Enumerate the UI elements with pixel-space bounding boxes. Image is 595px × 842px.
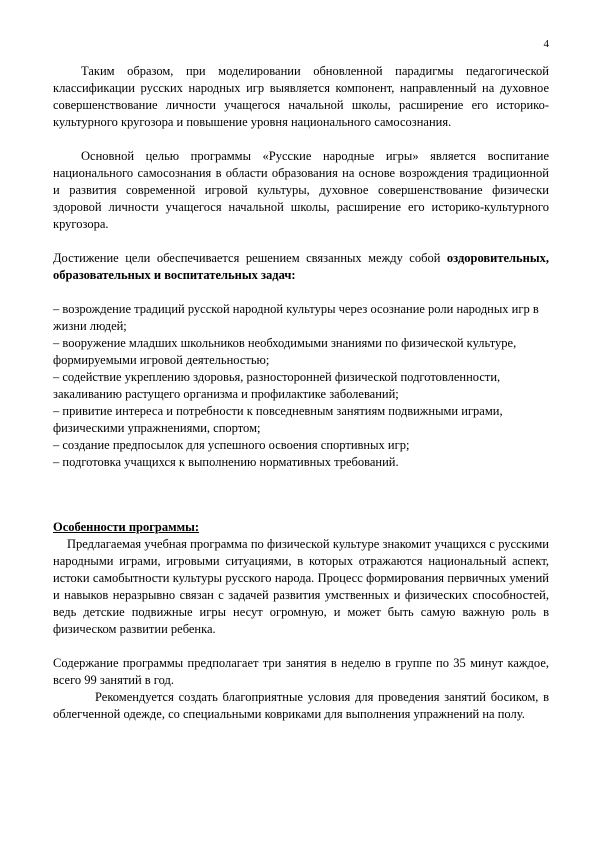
list-item: – вооружение младших школьников необходимыми знаниями по физической культуре, формируемыми игровой деятельностью;: [53, 336, 517, 367]
paragraph-features: Предлагаемая учебная программа по физической культуре знакомит учащихся с русскими народными играми, игровыми ситуациями, в которых отражаются национальный аспект, истоки самобытности культуры русского народа. Процесс формирования первичных умений и навыков неразрывно связан с задачей развития умственных и физических способностей, ведь детские подвижные игры несут огромную, и может быть самую важную роль в физическом развитии ребенка.: [53, 537, 549, 636]
page-number: 4: [543, 38, 549, 50]
list-item: – привитие интереса и потребности к повседневным занятиям подвижными играми, физическими упражнениями, спортом;: [53, 404, 503, 435]
paragraph-program-goal: Основной целью программы «Русские народные игры» является воспитание национального самосознания в области образования на основе возрождения традиционной и развития современной игровой культуры, духовное совершенствование физически здоровой личности учащегося начальной школы, расширение его историко-культурного кругозора.: [53, 149, 549, 231]
achievement-tasks-heading: оздоровительных, образовательных и воспитательных задач:: [53, 251, 550, 282]
paragraph-pedagogical-classification: Таким образом, при моделировании обновленной парадигмы педагогической классификации русских народных игр выявляется компонент, направленный на духовное совершенствование личности учащегося начальной школы, расширение его историко-культурного кругозора и повышение уровня национального самосознания.: [53, 64, 549, 129]
features-heading: Особенности программы:: [53, 520, 200, 534]
paragraph-recommendation: Рекомендуется создать благоприятные условия для проведения занятий босиком, в облегченной одежде, со специальными ковриками для выполнения упражнений на полу.: [53, 690, 549, 721]
list-item: – содействие укреплению здоровья, разносторонней физической подготовленности, закаливанию растущего организма и профилактике заболеваний;: [53, 370, 501, 401]
achievement-prefix: Достижение цели обеспечивается решением связанных между собой: [53, 251, 441, 265]
list-item: – подготовка учащихся к выполнению нормативных требований.: [53, 455, 399, 469]
document-body: [53, 63, 549, 723]
paragraph-achievement: [53, 250, 549, 284]
list-item: – создание предпосылок для успешного освоения спортивных игр;: [53, 438, 410, 452]
tasks-list: [53, 301, 549, 471]
list-item: – возрождение традиций русской народной культуры через осознание роли народных игр в жизни людей;: [53, 302, 539, 333]
paragraph-program-content: Содержание программы предполагает три занятия в неделю в группе по 35 минут каждое, всего 99 занятий в год.: [53, 656, 549, 687]
